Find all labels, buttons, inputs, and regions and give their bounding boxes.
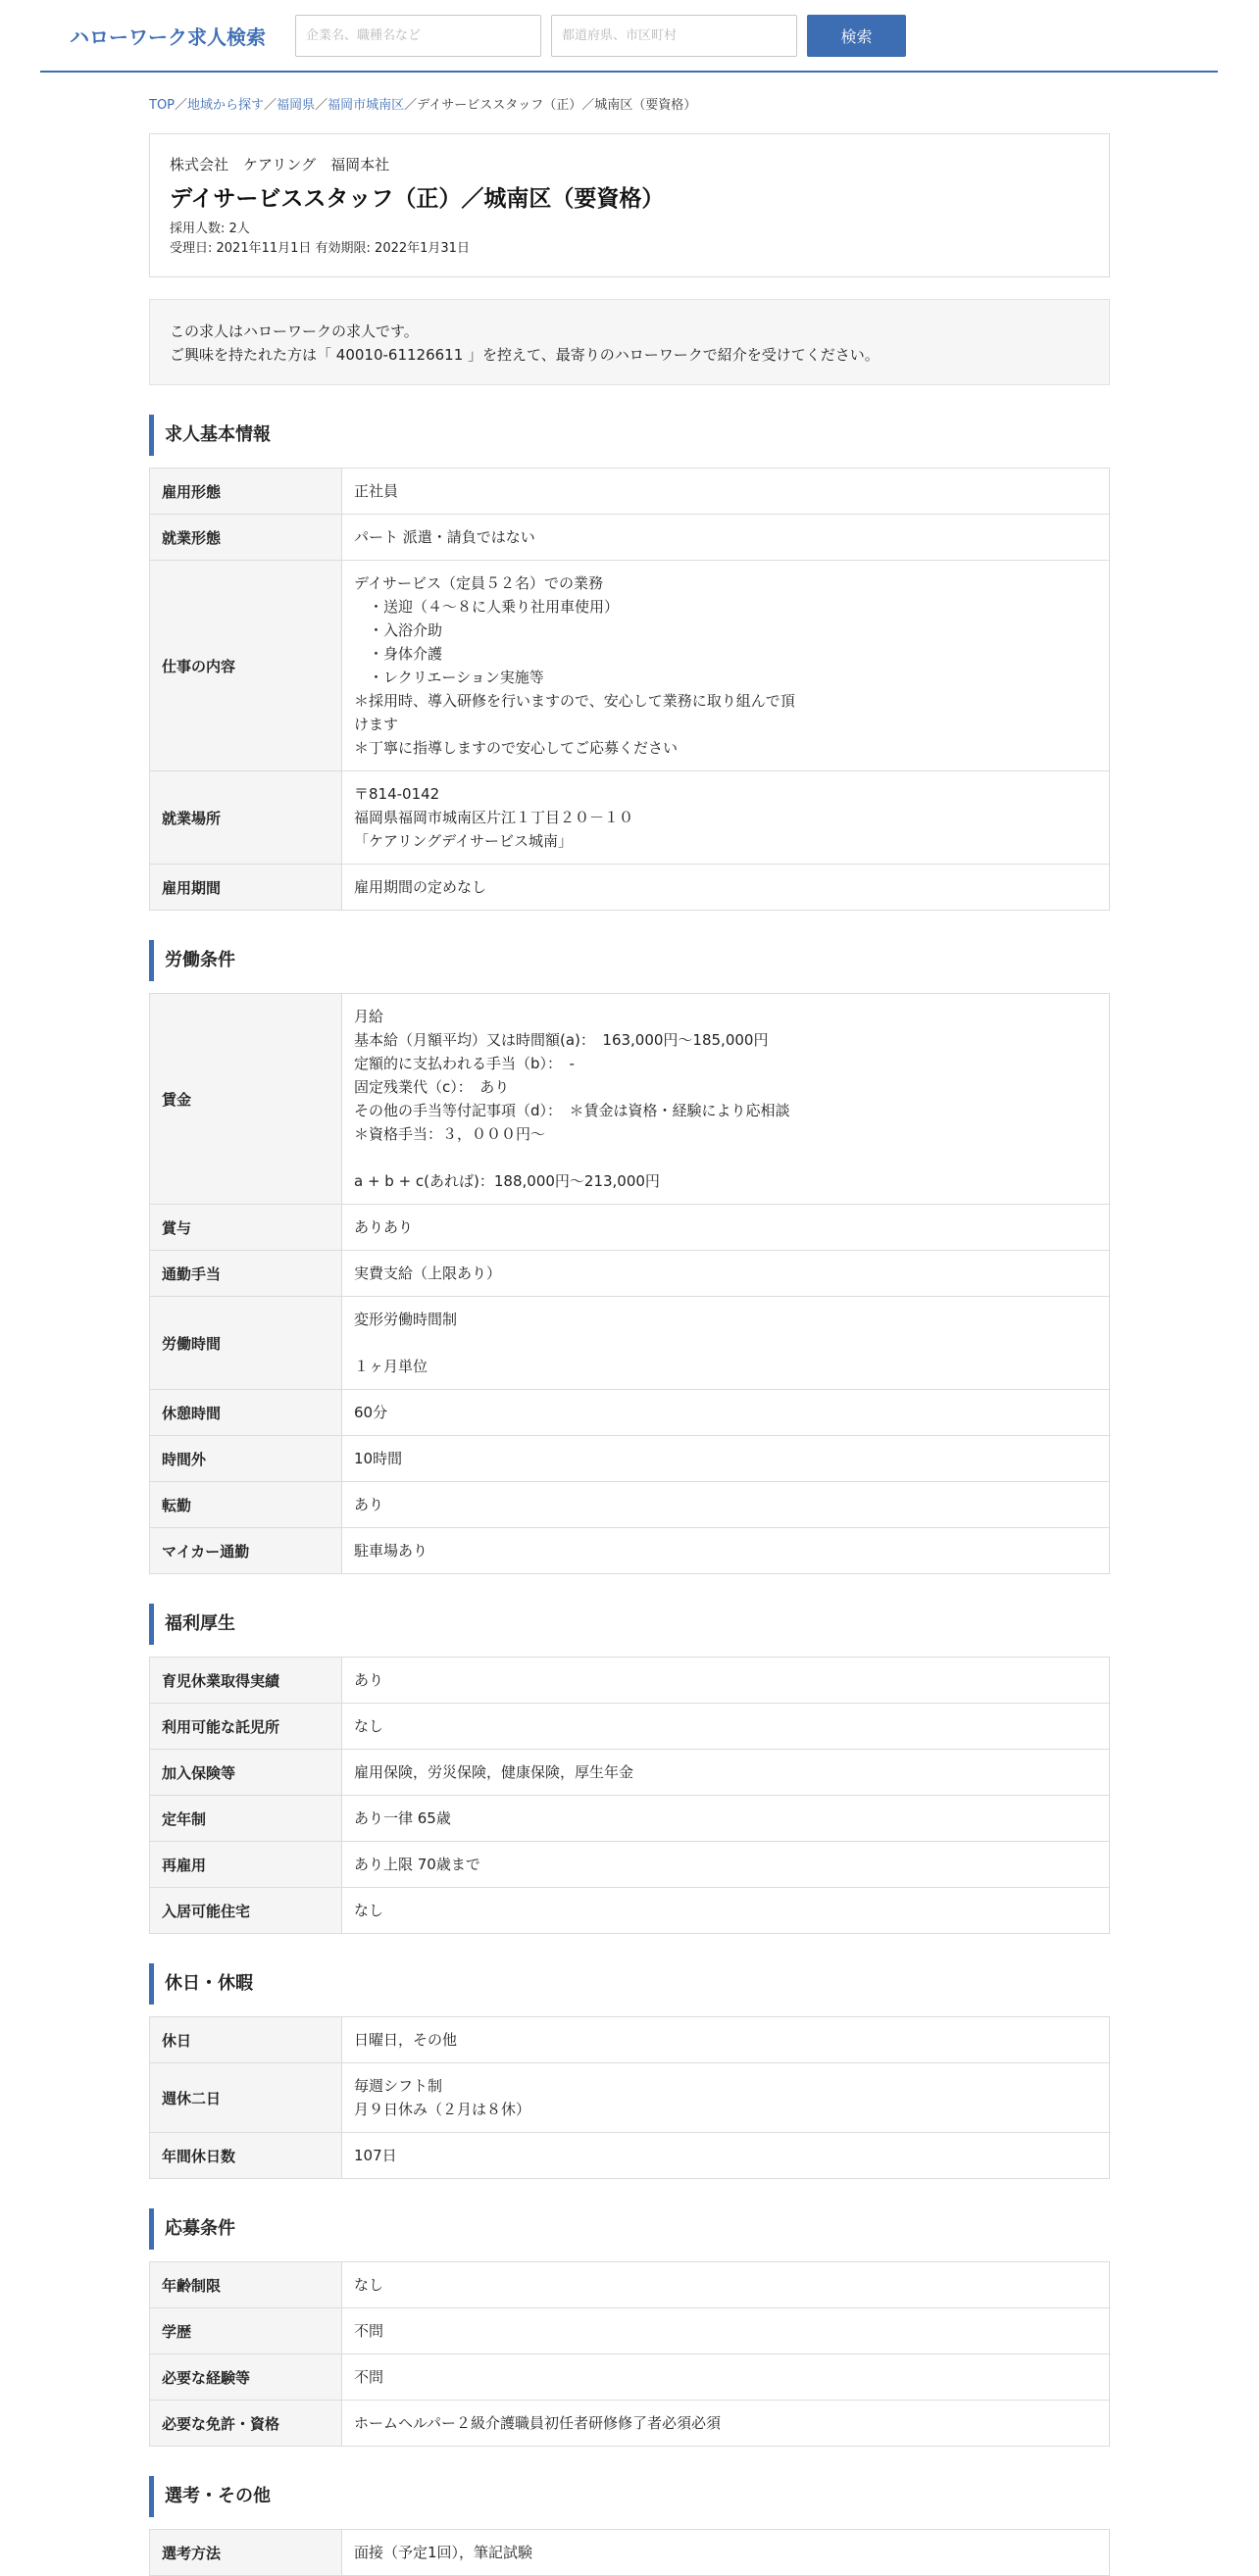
section-title: 選考・その他	[149, 2476, 1110, 2517]
main-content	[149, 94, 1110, 2576]
breadcrumb-link-city[interactable]: 福岡市城南区	[327, 98, 405, 113]
row-value: あり一律 65歳	[342, 1796, 1110, 1842]
row-value: ありあり	[342, 1205, 1110, 1251]
row-label: 年間休日数	[150, 2133, 342, 2179]
row-label: 就業形態	[150, 515, 342, 561]
row-label: 休憩時間	[150, 1390, 342, 1436]
table-row	[150, 2308, 1110, 2354]
row-label: 再雇用	[150, 1842, 342, 1888]
row-label: 雇用形態	[150, 469, 342, 515]
keyword-search-input[interactable]	[295, 15, 541, 57]
row-value: ホームヘルパー２級介護職員初任者研修修了者必須必須	[342, 2401, 1110, 2447]
breadcrumb-separator: ／	[315, 98, 328, 113]
table-row	[150, 1436, 1110, 1482]
breadcrumb-link-prefecture[interactable]: 福岡県	[277, 98, 316, 113]
notice-line: ご興味を持たれた方は「 40010-61126611 」を控えて、最寄りのハローワークで紹介を受けてください。	[170, 346, 880, 364]
table-row	[150, 561, 1110, 771]
table-row	[150, 1205, 1110, 1251]
hire-count: 採用人数: 2人	[170, 222, 250, 236]
job-title: デイサービススタッフ（正）／城南区（要資格）	[170, 186, 665, 212]
row-value: 107日	[342, 2133, 1110, 2179]
row-value: なし	[342, 1888, 1110, 1934]
table-row	[150, 994, 1110, 1205]
section-title: 求人基本情報	[149, 415, 1110, 456]
row-value: 10時間	[342, 1436, 1110, 1482]
info-table	[149, 1657, 1110, 1934]
row-label: 利用可能な託児所	[150, 1704, 342, 1750]
table-row	[150, 1796, 1110, 1842]
search-button[interactable]: 検索	[807, 15, 906, 57]
row-value: 雇用期間の定めなし	[342, 865, 1110, 911]
row-value: 月給 基本給（月額平均）又は時間額(a)： 163,000円〜185,000円 定額的に支払われる手当（b）： - 固定残業代（c）： あり その他の手当等付記事項（d）： ＊賃金は資格・経験により応相談 ＊資格手当：３，０００円～ a + b + c(あれば)：188,000円〜213,000円	[342, 994, 1110, 1205]
row-value: 60分	[342, 1390, 1110, 1436]
table-row	[150, 2017, 1110, 2063]
row-value: デイサービス（定員５２名）での業務 ・送迎（４～８に人乗り社用車使用） ・入浴介助 ・身体介護 ・レクリエーション実施等 ＊採用時、導入研修を行いますので、安心して業務に取り組んで頂 けます ＊丁寧に指導しますので安心してご応募ください	[342, 561, 1110, 771]
row-label: 必要な免許・資格	[150, 2401, 342, 2447]
breadcrumb-separator: ／	[175, 98, 188, 113]
info-table	[149, 2261, 1110, 2447]
row-label: 学歴	[150, 2308, 342, 2354]
breadcrumb-separator: ／	[404, 98, 418, 113]
row-label: 就業場所	[150, 771, 342, 865]
row-value: 実費支給（上限あり）	[342, 1251, 1110, 1297]
row-label: 加入保険等	[150, 1750, 342, 1796]
info-table	[149, 2529, 1110, 2576]
table-row	[150, 1658, 1110, 1704]
table-row	[150, 1528, 1110, 1574]
row-value: パート 派遣・請負ではない	[342, 515, 1110, 561]
row-label: 時間外	[150, 1436, 342, 1482]
row-label: 休日	[150, 2017, 342, 2063]
breadcrumb-link-region[interactable]: 地域から探す	[187, 98, 265, 113]
row-label: マイカー通勤	[150, 1528, 342, 1574]
row-label: 定年制	[150, 1796, 342, 1842]
table-row	[150, 2063, 1110, 2133]
row-value: 不問	[342, 2354, 1110, 2401]
row-label: 選考方法	[150, 2530, 342, 2576]
row-label: 通勤手当	[150, 1251, 342, 1297]
row-label: 育児休業取得実績	[150, 1658, 342, 1704]
breadcrumb	[149, 94, 1110, 118]
table-row	[150, 1297, 1110, 1390]
table-row	[150, 1390, 1110, 1436]
row-value: 面接（予定1回），筆記試験	[342, 2530, 1110, 2576]
table-row	[150, 1750, 1110, 1796]
job-dates: 受理日: 2021年11月1日 有効期限: 2022年1月31日	[170, 241, 470, 256]
breadcrumb-link-top[interactable]: TOP	[149, 98, 176, 113]
row-label: 入居可能住宅	[150, 1888, 342, 1934]
table-row	[150, 1888, 1110, 1934]
company-name: 株式会社 ケアリング 福岡本社	[170, 156, 390, 173]
notice-line: この求人はハローワークの求人です。	[170, 322, 419, 340]
table-row	[150, 1842, 1110, 1888]
row-value: 不問	[342, 2308, 1110, 2354]
site-header	[40, 0, 1218, 73]
row-value: あり上限 70歳まで	[342, 1842, 1110, 1888]
section-title: 応募条件	[149, 2208, 1110, 2250]
table-row	[150, 771, 1110, 865]
job-summary-card	[149, 133, 1110, 277]
row-label: 雇用期間	[150, 865, 342, 911]
row-value: 〒814-0142 福岡県福岡市城南区片江１丁目２０－１０ 「ケアリングデイサービス城南」	[342, 771, 1110, 865]
row-value: なし	[342, 1704, 1110, 1750]
table-row	[150, 469, 1110, 515]
row-label: 必要な経験等	[150, 2354, 342, 2401]
row-value: 日曜日，その他	[342, 2017, 1110, 2063]
info-table	[149, 993, 1110, 1574]
row-label: 仕事の内容	[150, 561, 342, 771]
info-table	[149, 468, 1110, 911]
table-row	[150, 2530, 1110, 2576]
table-row	[150, 2401, 1110, 2447]
row-value: なし	[342, 2262, 1110, 2308]
area-search-input[interactable]	[551, 15, 797, 57]
section-title: 休日・休暇	[149, 1963, 1110, 2005]
row-label: 賃金	[150, 994, 342, 1205]
hellowork-notice	[149, 299, 1110, 385]
section-title: 福利厚生	[149, 1604, 1110, 1645]
row-value: 変形労働時間制 １ヶ月単位	[342, 1297, 1110, 1390]
row-label: 労働時間	[150, 1297, 342, 1390]
table-row	[150, 1482, 1110, 1528]
row-value: あり	[342, 1482, 1110, 1528]
breadcrumb-current: デイサービススタッフ（正）／城南区（要資格）	[417, 98, 697, 113]
row-label: 賞与	[150, 1205, 342, 1251]
breadcrumb-separator: ／	[264, 98, 277, 113]
section-title: 労働条件	[149, 940, 1110, 981]
info-table	[149, 2016, 1110, 2179]
row-value: 雇用保険，労災保険，健康保険，厚生年金	[342, 1750, 1110, 1796]
table-row	[150, 2262, 1110, 2308]
row-value: 駐車場あり	[342, 1528, 1110, 1574]
row-label: 年齢制限	[150, 2262, 342, 2308]
table-row	[150, 1251, 1110, 1297]
table-row	[150, 865, 1110, 911]
site-logo[interactable]: ハローワーク求人検索	[70, 25, 266, 49]
table-row	[150, 2354, 1110, 2401]
row-value: 正社員	[342, 469, 1110, 515]
row-value: あり	[342, 1658, 1110, 1704]
table-row	[150, 2133, 1110, 2179]
row-label: 週休二日	[150, 2063, 342, 2133]
job-detail-sections	[149, 415, 1110, 2576]
table-row	[150, 1704, 1110, 1750]
row-value: 毎週シフト制 月９日休み（２月は８休）	[342, 2063, 1110, 2133]
table-row	[150, 515, 1110, 561]
row-label: 転勤	[150, 1482, 342, 1528]
